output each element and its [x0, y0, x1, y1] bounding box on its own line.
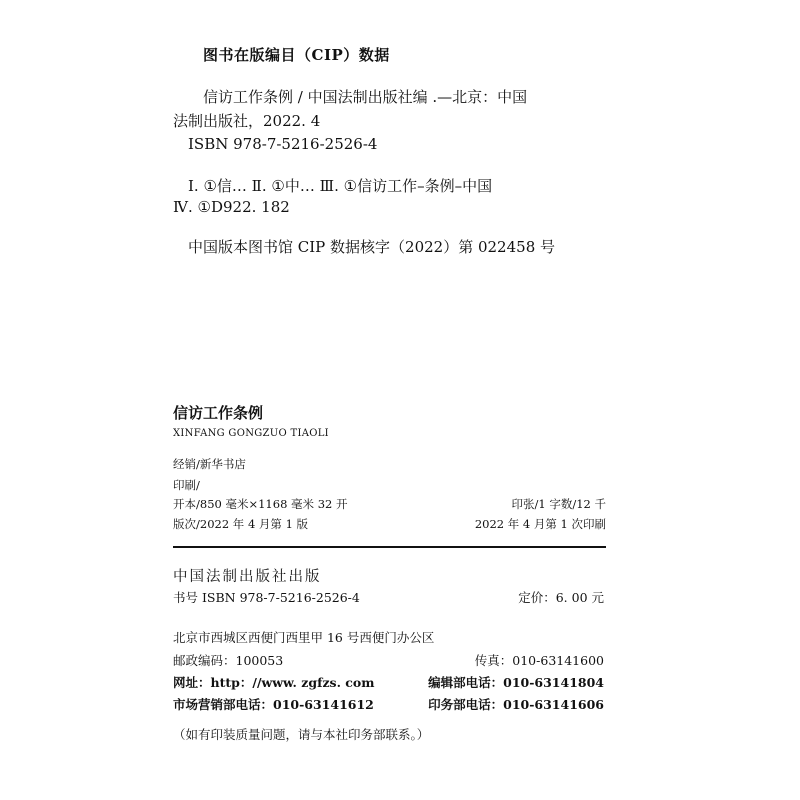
- sheets-info: 印张/1 字数/12 千: [511, 497, 606, 511]
- postcode-info: 邮政编码：100053: [173, 653, 284, 668]
- book-title-pinyin: XINFANG GONGZUO TIAOLI: [173, 428, 329, 439]
- format-info: 开本/850 毫米×1168 毫米 32 开: [173, 497, 348, 511]
- quality-note: （如有印装质量问题，请与本社印务部联系。）: [173, 727, 430, 742]
- cip-line-isbn: ISBN 978-7-5216-2526-4: [188, 135, 378, 153]
- address-info: 北京市西城区西便门西里甲 16 号西便门办公区: [173, 630, 435, 645]
- isbn-info: 书号 ISBN 978-7-5216-2526-4: [173, 590, 360, 605]
- publisher-name: 中国法制出版社出版: [173, 569, 322, 585]
- printing-dept-phone-info: 印务部电话：010-63141606: [428, 697, 604, 712]
- fax-info: 传真：010-63141600: [474, 653, 604, 668]
- editorial-phone-info: 编辑部电话：010-63141804: [428, 675, 604, 690]
- distributor-info: 经销/新华书店: [173, 457, 246, 471]
- cip-line-title: 信访工作条例 / 中国法制出版社编 .—北京：中国: [203, 88, 528, 106]
- printing-info: 2022 年 4 月第 1 次印刷: [474, 517, 606, 531]
- book-title: 信访工作条例: [173, 404, 264, 422]
- printer-info: 印刷/: [173, 478, 200, 492]
- section-divider: [173, 546, 606, 548]
- cip-line-data-number: 中国版本图书馆 CIP 数据核字（2022）第 022458 号: [188, 238, 556, 256]
- cip-line-publisher: 法制出版社，2022. 4: [173, 112, 321, 130]
- edition-info: 版次/2022 年 4 月第 1 版: [173, 517, 309, 531]
- cip-line-classification: Ⅰ. ①信… Ⅱ. ①中… Ⅲ. ①信访工作–条例–中国: [188, 177, 493, 195]
- marketing-phone-info: 市场营销部电话：010-63141612: [173, 697, 374, 712]
- cip-line-class-number: Ⅳ. ①D922. 182: [173, 198, 290, 216]
- cip-heading: 图书在版编目（CIP）数据: [203, 46, 390, 64]
- price-info: 定价：6. 00 元: [518, 590, 604, 605]
- website-info: 网址：http：//www. zgfzs. com: [173, 675, 375, 690]
